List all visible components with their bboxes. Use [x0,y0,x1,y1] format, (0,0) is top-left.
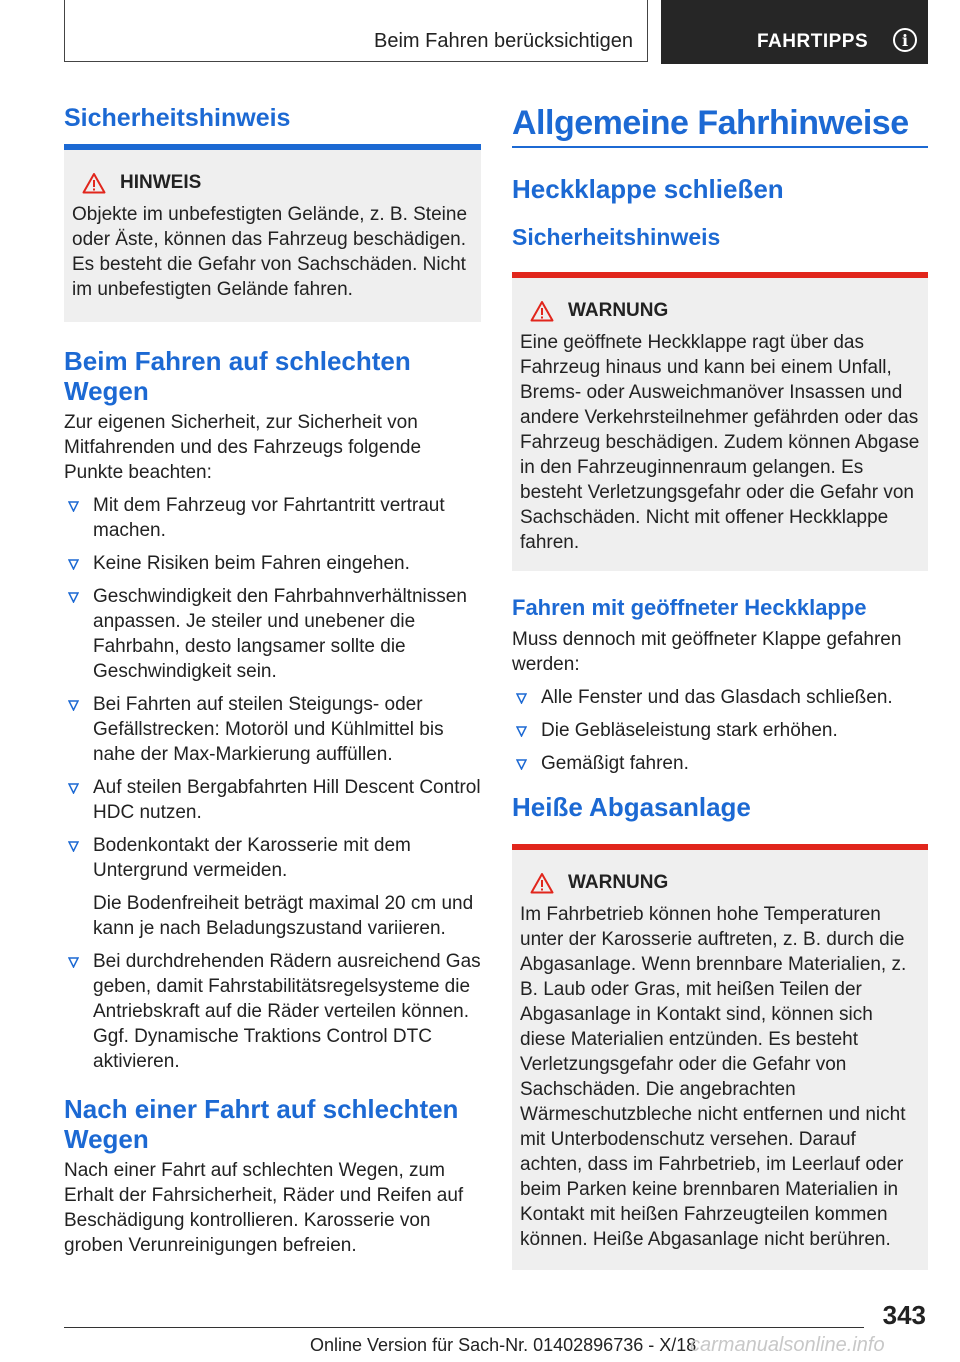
warning-triangle-icon [82,172,106,194]
warning-label: WARNUNG [568,872,669,893]
list-item [64,551,481,576]
list-item [512,751,928,776]
open-tailgate-heading: Fahren mit geöffneter Heckklappe [512,595,867,620]
left-column [64,100,481,1258]
triangle-bullet-icon [516,759,527,770]
page-number: 343 [882,1300,926,1330]
right-column [512,100,928,1270]
triangle-bullet-icon [68,700,79,711]
list-item-text: Alle Fenster und das Glasdach schließen. [541,687,893,708]
notice-text: Objekte im unbefestigten Gelände, z. B. Steine oder Äste, können das Fahrzeug beschädigen. Es besteht die Gefahr von Sachschäden. Nicht im unbefestigten Gelände fahren. [72,204,468,300]
bad-roads-heading: Beim Fahren auf schlechten Wegen [64,346,411,406]
footer-rule [64,1327,864,1328]
main-heading-rule [512,146,928,148]
section-title: Beim Fahren berücksichtigen [373,30,633,52]
warning-text: Im Fahrbetrieb können hohe Temperaturen unter der Karosserie auftreten, z. B. durch die Abgasanlage. Wenn brennbare Materialien, z. B. Laub oder Gras, mit heißen Teilen der Abgasanlage in Kontakt sind, können sich diese Materialien entzünden. Es besteht Verletzungsgefahr oder die Gefahr von Sachschäden. Die angebrachten Wärmeschutzbleche nicht entfernen und nicht mit Unterbodenschutz versehen. Darauf achten, dass im Fahrbetrieb, im Leerlauf oder beim Parken keine brennbaren Materialien in Kontakt mit heißen Fahrzeugteilen kommen können. Heiße Abgasanlage nicht berühren. [520,904,907,1250]
list-item [64,584,481,684]
list-item-text: Die Gebläseleistung stark erhöhen. [541,720,838,741]
warning-text: Eine geöffnete Heckklappe ragt über das Fahrzeug hinaus und kann bei einem Unfall, Brems- oder Ausweichmanöver Insassen und andere Verkehrsteilnehmer gefährden oder das Fahrzeug beschädigen. Zudem können Abgase in den Fahrzeuginnenraum gelangen. Es besteht Verletzungsgefahr oder die Gefahr von Sachschäden. Nicht mit offener Heckklappe fahren. [520,332,920,553]
warning-box-exhaust [512,850,928,1270]
list-item-text: Auf steilen Bergabfahrten Hill Descent Control HDC nutzen. [93,777,481,823]
list-item [512,685,928,710]
list-item [64,775,481,825]
chapter-title: FAHRTIPPS [757,31,869,52]
list-item-text: Mit dem Fahrzeug vor Fahrtantritt vertraut machen. [93,495,445,541]
triangle-bullet-icon [516,693,527,704]
triangle-bullet-icon [516,726,527,737]
list-item [64,692,481,767]
open-tailgate-list [512,685,928,776]
list-item [64,493,481,543]
open-tailgate-intro: Muss dennoch mit geöffneter Klappe gefahren werden: [512,629,902,675]
warning-triangle-icon [530,872,554,894]
warning-header [520,300,920,322]
triangle-bullet-icon [68,957,79,968]
after-bad-roads-text: Nach einer Fahrt auf schlechten Wegen, zum Erhalt der Fahrsicherheit, Räder und Reifen auf Beschädigung kontrollieren. Karosserie von groben Verunreinigungen befreien. [64,1160,464,1256]
main-heading: Allgemeine Fahrhinweise [512,104,909,142]
triangle-bullet-icon [68,592,79,603]
triangle-bullet-icon [68,783,79,794]
list-item [512,718,928,743]
warning-triangle-icon [530,300,554,322]
warning-header [520,872,920,894]
list-item-text: Bei durchdrehenden Rädern ausreichend Gas geben, damit Fahrstabilitätsregelsysteme die Antriebskraft auf die Räder verteilen können. Ggf. Dynamische Traktions Control DTC aktivieren. [93,951,481,1072]
triangle-bullet-icon [68,841,79,852]
warning-box-tailgate [512,278,928,571]
triangle-bullet-icon [68,559,79,570]
warning-label: WARNUNG [568,300,669,321]
notice-label: HINWEIS [120,172,202,193]
footer-online-version: Online Version für Sach-Nr. 01402896736 - X/18 [310,1335,697,1355]
info-icon[interactable]: i [893,28,917,52]
safety-heading-right: Sicherheitshinweis [512,224,721,250]
exhaust-heading: Heiße Abgasanlage [512,792,751,822]
list-item-text: Bei Fahrten auf steilen Steigungs- oder Gefällstrecken: Motoröl und Kühlmittel bis nahe der Max-Markierung auffüllen. [93,694,444,765]
safety-heading-left: Sicherheitshinweis [64,104,291,132]
watermark: carmanualsonline.info [690,1334,885,1356]
page-header [64,0,928,64]
bad-roads-list [64,493,481,1074]
section-tab [64,0,648,62]
chapter-tab[interactable] [661,0,928,64]
list-item-text: Gemäßigt fahren. [541,753,689,774]
notice-header [72,172,473,194]
list-item-text: Geschwindigkeit den Fahrbahnverhältnissen anpassen. Je steiler und unebener die Fahrbahn, desto langsamer sollte die Geschwindigkeit sein. [93,586,467,682]
list-item-text: Keine Risiken beim Fahren eingehen. [93,553,410,574]
list-item-subtext: Die Bodenfreiheit beträgt maximal 20 cm und kann je nach Beladungszustand variieren. [93,893,474,939]
triangle-bullet-icon [68,501,79,512]
notice-box [64,150,481,322]
bad-roads-intro: Zur eigenen Sicherheit, zur Sicherheit von Mitfahrenden und des Fahrzeugs folgende Punkte beachten: [64,412,422,483]
list-item [64,833,481,941]
list-item-text: Bodenkontakt der Karosserie mit dem Untergrund vermeiden. [93,835,411,881]
after-bad-roads-heading: Nach einer Fahrt auf schlechten Wegen [64,1094,459,1154]
list-item [64,949,481,1074]
tailgate-heading: Heckklappe schließen [512,174,784,204]
